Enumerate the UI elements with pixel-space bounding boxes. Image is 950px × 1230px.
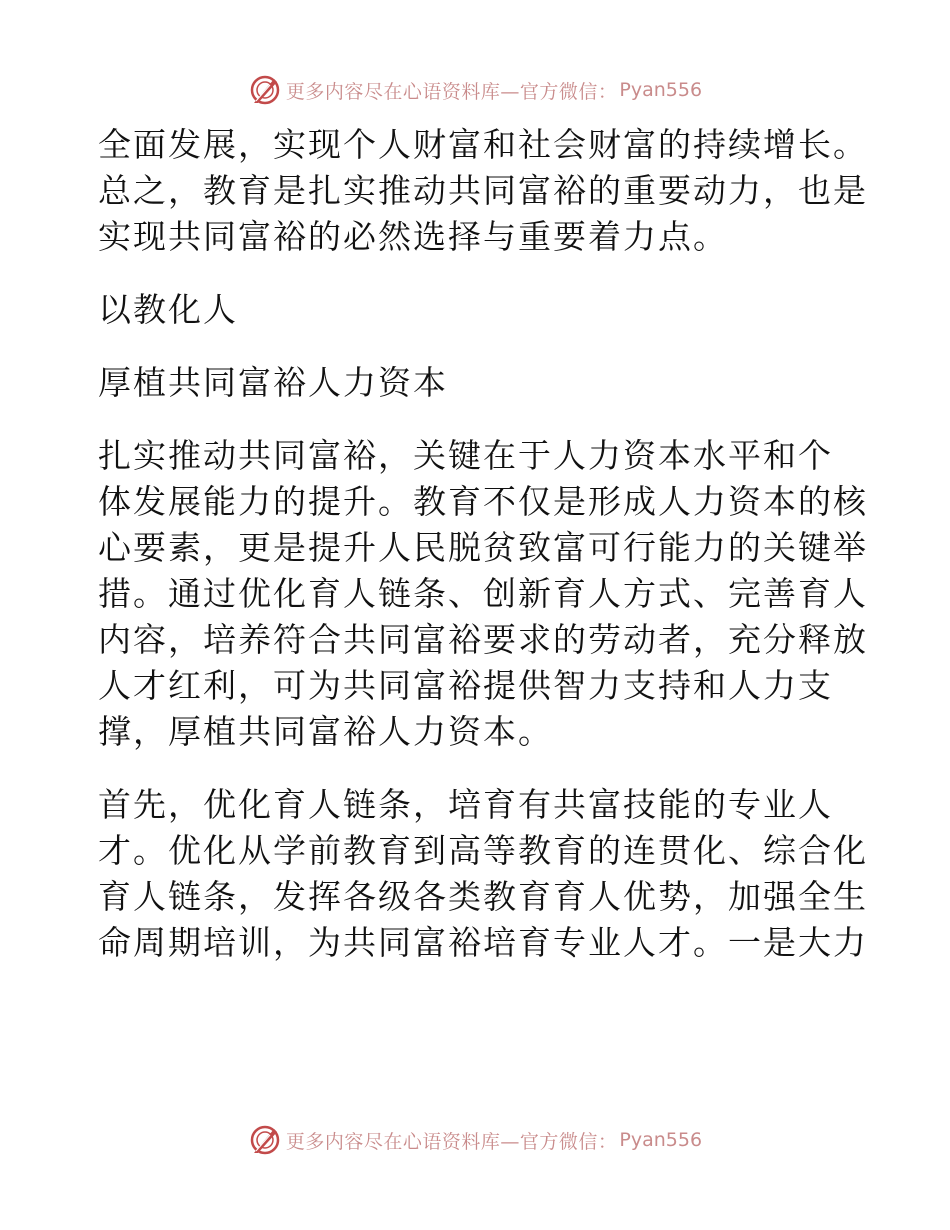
text-line: 人才红利，可为共同富裕提供智力支持和人力支 (98, 666, 833, 705)
text-line: 体发展能力的提升。教育不仅是形成人力资本的核 (98, 482, 868, 521)
text-line: 总之，教育是扎实推动共同富裕的重要动力，也是 (98, 171, 868, 210)
text-line: 措。通过优化育人链条、创新育人方式、完善育人 (98, 574, 868, 613)
text-line: 撑，厚植共同富裕人力资本。 (98, 712, 553, 751)
text-line: 实现共同富裕的必然选择与重要着力点。 (98, 217, 728, 256)
intro-paragraph (98, 122, 868, 260)
watermark-wechat-id: Pyan556 (619, 1129, 703, 1151)
text-line: 全面发展，实现个人财富和社会财富的持续增长。 (98, 125, 868, 164)
text-line: 内容，培养符合共同富裕要求的劳动者，充分释放 (98, 620, 868, 659)
text-line: 育人链条，发挥各级各类教育育人优势，加强全生 (98, 877, 868, 916)
quill-logo-icon (248, 1123, 282, 1157)
section-heading: 以教化人 (98, 290, 238, 329)
body-paragraph-1 (98, 433, 868, 755)
text-line: 命周期培训，为共同富裕培育专业人才。一是大力 (98, 923, 868, 962)
watermark-text: 更多内容尽在心语资料库—官方微信： (285, 80, 618, 103)
quill-logo-icon (248, 73, 282, 107)
text-line: 扎实推动共同富裕，关键在于人力资本水平和个 (98, 436, 833, 475)
text-line: 心要素，更是提升人民脱贫致富可行能力的关键举 (98, 528, 868, 567)
watermark-wechat-id: Pyan556 (619, 79, 703, 101)
watermark-text: 更多内容尽在心语资料库—官方微信： (285, 1130, 618, 1153)
footer-watermark (0, 1120, 950, 1160)
section-subheading: 厚植共同富裕人力资本 (98, 363, 448, 402)
header-watermark (0, 70, 950, 110)
body-paragraph-2 (98, 782, 868, 966)
text-line: 才。优化从学前教育到高等教育的连贯化、综合化 (98, 831, 868, 870)
document-body (98, 122, 868, 966)
text-line: 首先，优化育人链条，培育有共富技能的专业人 (98, 785, 833, 824)
